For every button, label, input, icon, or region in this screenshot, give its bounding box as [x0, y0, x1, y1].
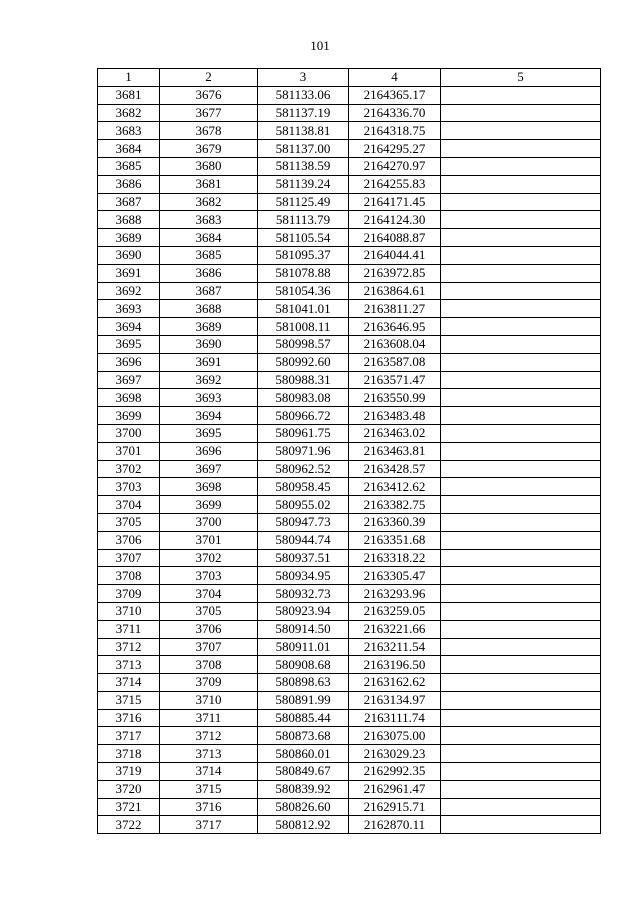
table-cell: 580955.02 [258, 496, 349, 514]
table-cell [441, 727, 601, 745]
table-cell: 3703 [160, 567, 258, 585]
table-cell: 580849.67 [258, 763, 349, 781]
table-cell: 2163811.27 [349, 300, 441, 318]
table-cell: 2163972.85 [349, 264, 441, 282]
table-cell: 3719 [98, 763, 160, 781]
table-cell [441, 229, 601, 247]
table-row [98, 674, 601, 692]
table-cell: 3720 [98, 780, 160, 798]
table-cell: 3709 [98, 585, 160, 603]
table-cell: 2163483.48 [349, 407, 441, 425]
table-row [98, 549, 601, 567]
table-cell [441, 531, 601, 549]
table-cell: 580958.45 [258, 478, 349, 496]
table-cell: 580860.01 [258, 745, 349, 763]
table-cell: 3714 [160, 763, 258, 781]
table-cell: 581113.79 [258, 211, 349, 229]
table-cell [441, 549, 601, 567]
table-row [98, 300, 601, 318]
table-row [98, 442, 601, 460]
table-row [98, 531, 601, 549]
table-cell: 581105.54 [258, 229, 349, 247]
table-cell [441, 478, 601, 496]
table-cell: 3698 [160, 478, 258, 496]
table-row [98, 122, 601, 140]
table-cell: 2163864.61 [349, 282, 441, 300]
table-cell: 2162870.11 [349, 816, 441, 834]
table-cell: 3691 [98, 264, 160, 282]
table-row [98, 763, 601, 781]
table-cell: 2163587.08 [349, 353, 441, 371]
table-cell: 581138.81 [258, 122, 349, 140]
table-cell: 580983.08 [258, 389, 349, 407]
table-cell: 3697 [98, 371, 160, 389]
table-cell: 2163196.50 [349, 656, 441, 674]
table-cell: 3701 [98, 442, 160, 460]
table-cell: 3683 [98, 122, 160, 140]
table-row [98, 727, 601, 745]
table-cell: 3707 [98, 549, 160, 567]
table-row [98, 407, 601, 425]
table-row [98, 104, 601, 122]
table-cell [441, 335, 601, 353]
table-cell: 2163211.54 [349, 638, 441, 656]
table-row [98, 264, 601, 282]
table-cell: 3678 [160, 122, 258, 140]
table-cell [441, 282, 601, 300]
table-cell: 3715 [160, 780, 258, 798]
table-cell: 3696 [98, 353, 160, 371]
table-cell: 581133.06 [258, 86, 349, 104]
table-cell: 580826.60 [258, 798, 349, 816]
table-cell: 2163259.05 [349, 602, 441, 620]
table-cell: 2163029.23 [349, 745, 441, 763]
table-cell: 580947.73 [258, 513, 349, 531]
table-cell: 3684 [160, 229, 258, 247]
table-cell [441, 585, 601, 603]
table-cell [441, 407, 601, 425]
table-cell: 3709 [160, 674, 258, 692]
table-cell [441, 157, 601, 175]
table-cell [441, 86, 601, 104]
table-cell: 3691 [160, 353, 258, 371]
table-cell: 2162915.71 [349, 798, 441, 816]
column-header: 2 [160, 69, 258, 87]
table-cell: 2163646.95 [349, 318, 441, 336]
table-cell: 3707 [160, 638, 258, 656]
table-cell: 3681 [98, 86, 160, 104]
table-cell: 3694 [160, 407, 258, 425]
table-cell: 2163111.74 [349, 709, 441, 727]
table-cell: 2164318.75 [349, 122, 441, 140]
table-cell: 3696 [160, 442, 258, 460]
table-row [98, 656, 601, 674]
table-cell [441, 318, 601, 336]
table-cell: 581041.01 [258, 300, 349, 318]
table-cell: 3695 [160, 424, 258, 442]
column-header: 1 [98, 69, 160, 87]
table-cell: 2162992.35 [349, 763, 441, 781]
table-row [98, 691, 601, 709]
table-cell: 3688 [160, 300, 258, 318]
table-cell: 3699 [160, 496, 258, 514]
table-cell: 3680 [160, 157, 258, 175]
table-row [98, 246, 601, 264]
table-cell: 2164044.41 [349, 246, 441, 264]
table-cell: 3704 [160, 585, 258, 603]
table-cell: 580911.01 [258, 638, 349, 656]
table-cell: 2163571.47 [349, 371, 441, 389]
table-cell: 581054.36 [258, 282, 349, 300]
table-cell: 580988.31 [258, 371, 349, 389]
table-cell: 3712 [160, 727, 258, 745]
table-cell: 3689 [160, 318, 258, 336]
table-row [98, 353, 601, 371]
table-cell: 3693 [98, 300, 160, 318]
column-header: 4 [349, 69, 441, 87]
page-number: 101 [310, 38, 330, 53]
table-cell: 3701 [160, 531, 258, 549]
table-cell: 3682 [160, 193, 258, 211]
table-cell: 581137.00 [258, 140, 349, 158]
table-cell: 580891.99 [258, 691, 349, 709]
table-cell: 3685 [160, 246, 258, 264]
table-cell: 3695 [98, 335, 160, 353]
table-row [98, 478, 601, 496]
table-cell: 3683 [160, 211, 258, 229]
table-row [98, 371, 601, 389]
table-cell: 3710 [98, 602, 160, 620]
table-row [98, 335, 601, 353]
table-cell: 580992.60 [258, 353, 349, 371]
table-row [98, 816, 601, 834]
table-cell [441, 798, 601, 816]
table-row [98, 229, 601, 247]
table-cell: 3718 [98, 745, 160, 763]
table-cell [441, 656, 601, 674]
table-cell: 3722 [98, 816, 160, 834]
table-cell: 580839.92 [258, 780, 349, 798]
table-cell: 580998.57 [258, 335, 349, 353]
table-row [98, 620, 601, 638]
table-cell: 2164171.45 [349, 193, 441, 211]
table-cell: 3708 [160, 656, 258, 674]
table-cell [441, 567, 601, 585]
table-cell: 3702 [160, 549, 258, 567]
table-cell: 3697 [160, 460, 258, 478]
table-cell: 2163382.75 [349, 496, 441, 514]
table-cell [441, 300, 601, 318]
table-cell: 580885.44 [258, 709, 349, 727]
table-cell: 3721 [98, 798, 160, 816]
table-cell: 3715 [98, 691, 160, 709]
table-cell: 3681 [160, 175, 258, 193]
table-cell [441, 424, 601, 442]
table-cell: 580873.68 [258, 727, 349, 745]
table-cell: 3704 [98, 496, 160, 514]
table-cell: 580934.95 [258, 567, 349, 585]
table-cell: 3679 [160, 140, 258, 158]
table-row [98, 638, 601, 656]
table-cell [441, 745, 601, 763]
table-cell [441, 122, 601, 140]
table-cell: 3717 [98, 727, 160, 745]
table-row [98, 602, 601, 620]
table-cell [441, 620, 601, 638]
table-cell: 580898.63 [258, 674, 349, 692]
table-cell [441, 602, 601, 620]
table-cell: 580937.51 [258, 549, 349, 567]
table-cell [441, 638, 601, 656]
table-row [98, 496, 601, 514]
table-cell: 3713 [160, 745, 258, 763]
table-cell: 581125.49 [258, 193, 349, 211]
table-cell: 2163608.04 [349, 335, 441, 353]
table-cell: 580923.94 [258, 602, 349, 620]
table-cell: 2163134.97 [349, 691, 441, 709]
table-cell: 2164365.17 [349, 86, 441, 104]
table-cell: 3702 [98, 460, 160, 478]
table-cell: 3712 [98, 638, 160, 656]
table-cell [441, 353, 601, 371]
table-cell [441, 442, 601, 460]
table-cell: 2163162.62 [349, 674, 441, 692]
table-cell: 581078.88 [258, 264, 349, 282]
table-cell: 580971.96 [258, 442, 349, 460]
table-cell: 3716 [160, 798, 258, 816]
table-row [98, 798, 601, 816]
table-cell: 3705 [160, 602, 258, 620]
table-cell [441, 175, 601, 193]
table-cell [441, 816, 601, 834]
table-cell: 3710 [160, 691, 258, 709]
table-row [98, 780, 601, 798]
table-cell [441, 709, 601, 727]
table-cell [441, 104, 601, 122]
table-cell [441, 140, 601, 158]
table-cell: 2164088.87 [349, 229, 441, 247]
table-cell: 580944.74 [258, 531, 349, 549]
table-cell: 3714 [98, 674, 160, 692]
table-cell: 3692 [98, 282, 160, 300]
table-row [98, 460, 601, 478]
table-row [98, 585, 601, 603]
table-cell: 581139.24 [258, 175, 349, 193]
coordinates-table [97, 68, 601, 834]
table-cell [441, 371, 601, 389]
table-cell: 2163318.22 [349, 549, 441, 567]
table-cell: 2164124.30 [349, 211, 441, 229]
table-cell: 3699 [98, 407, 160, 425]
table-cell: 580914.50 [258, 620, 349, 638]
table-row [98, 513, 601, 531]
table-cell: 3693 [160, 389, 258, 407]
table-row [98, 175, 601, 193]
table-cell [441, 246, 601, 264]
table-cell: 3676 [160, 86, 258, 104]
table-cell: 2163412.62 [349, 478, 441, 496]
table-row [98, 567, 601, 585]
table-row [98, 193, 601, 211]
table-cell [441, 193, 601, 211]
table-cell: 2163305.47 [349, 567, 441, 585]
table-row [98, 424, 601, 442]
table-cell [441, 211, 601, 229]
table-cell: 3686 [98, 175, 160, 193]
table-cell: 3717 [160, 816, 258, 834]
table-cell: 3687 [160, 282, 258, 300]
table-cell [441, 460, 601, 478]
table-cell: 2164336.70 [349, 104, 441, 122]
table-cell: 3716 [98, 709, 160, 727]
table-cell [441, 389, 601, 407]
table-cell: 2163293.96 [349, 585, 441, 603]
table-cell: 580908.68 [258, 656, 349, 674]
table-cell [441, 513, 601, 531]
table-header-row [98, 69, 601, 87]
table-cell: 580812.92 [258, 816, 349, 834]
table-cell [441, 691, 601, 709]
table-row [98, 211, 601, 229]
table-cell: 3677 [160, 104, 258, 122]
table-cell: 580961.75 [258, 424, 349, 442]
table-cell: 580932.73 [258, 585, 349, 603]
table-cell: 2163351.68 [349, 531, 441, 549]
table-cell [441, 763, 601, 781]
table-cell: 2164270.97 [349, 157, 441, 175]
table-cell [441, 496, 601, 514]
table-cell: 3705 [98, 513, 160, 531]
table-cell: 581095.37 [258, 246, 349, 264]
table-cell: 2163463.81 [349, 442, 441, 460]
table-cell: 2163075.00 [349, 727, 441, 745]
table-row [98, 86, 601, 104]
column-header: 5 [441, 69, 601, 87]
table-cell: 3703 [98, 478, 160, 496]
table-cell: 2163221.66 [349, 620, 441, 638]
table-cell: 581138.59 [258, 157, 349, 175]
table-cell: 581137.19 [258, 104, 349, 122]
table-cell: 3711 [98, 620, 160, 638]
table-cell: 3690 [98, 246, 160, 264]
table-cell: 3700 [98, 424, 160, 442]
table-cell: 3708 [98, 567, 160, 585]
table-cell: 3684 [98, 140, 160, 158]
table-cell: 2163428.57 [349, 460, 441, 478]
table-cell: 3713 [98, 656, 160, 674]
table-cell: 2162961.47 [349, 780, 441, 798]
table-cell [441, 674, 601, 692]
table-row [98, 282, 601, 300]
table-cell: 2163360.39 [349, 513, 441, 531]
column-header: 3 [258, 69, 349, 87]
table-cell: 3685 [98, 157, 160, 175]
table-cell: 3688 [98, 211, 160, 229]
table-cell: 3706 [160, 620, 258, 638]
table-cell: 3711 [160, 709, 258, 727]
table-cell: 2164255.83 [349, 175, 441, 193]
table-cell: 580962.52 [258, 460, 349, 478]
table-cell: 3687 [98, 193, 160, 211]
table-row [98, 709, 601, 727]
table-cell: 3692 [160, 371, 258, 389]
table-row [98, 140, 601, 158]
table-cell: 3694 [98, 318, 160, 336]
table-cell: 3682 [98, 104, 160, 122]
table-cell: 2163550.99 [349, 389, 441, 407]
table-cell: 3690 [160, 335, 258, 353]
table-cell: 3706 [98, 531, 160, 549]
table-cell [441, 780, 601, 798]
table-cell: 2163463.02 [349, 424, 441, 442]
table-row [98, 318, 601, 336]
table-cell: 3686 [160, 264, 258, 282]
table-cell: 3700 [160, 513, 258, 531]
table-row [98, 157, 601, 175]
table-cell: 2164295.27 [349, 140, 441, 158]
table-cell: 580966.72 [258, 407, 349, 425]
table-cell: 3698 [98, 389, 160, 407]
table-row [98, 389, 601, 407]
table-cell: 581008.11 [258, 318, 349, 336]
table-cell: 3689 [98, 229, 160, 247]
table-cell [441, 264, 601, 282]
table-row [98, 745, 601, 763]
